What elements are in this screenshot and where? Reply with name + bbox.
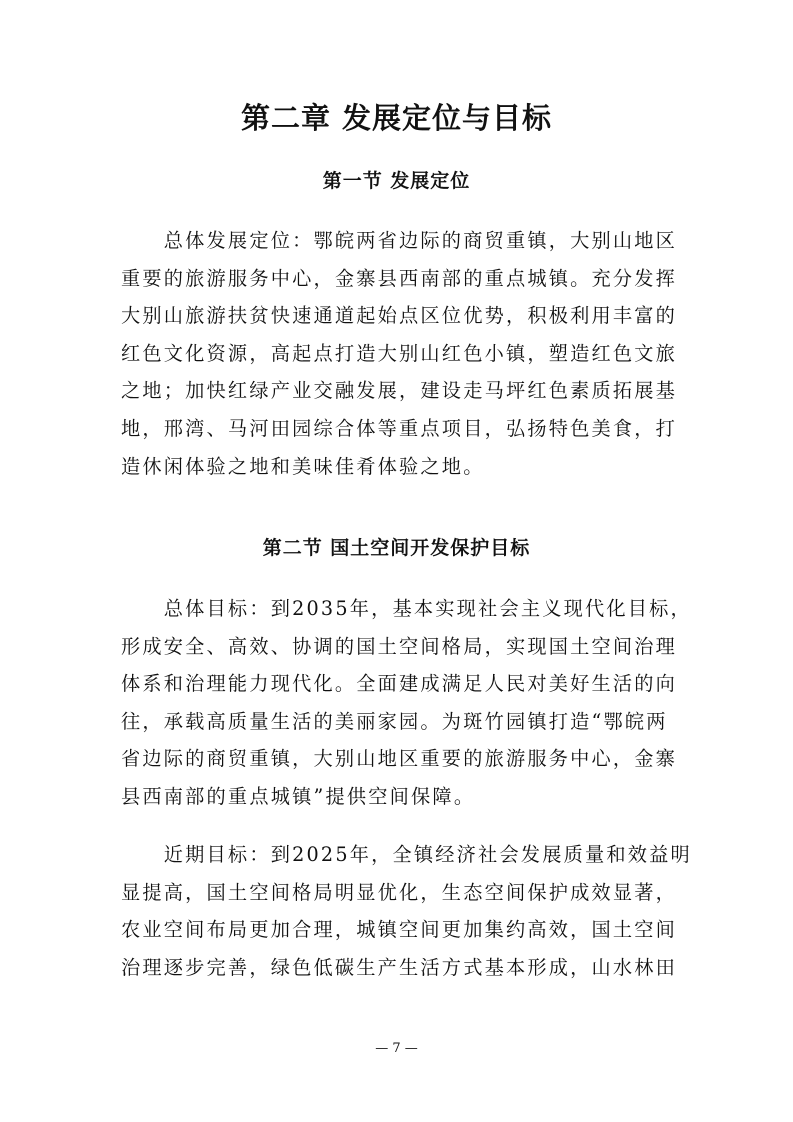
paragraph-line: 总体目标：到2035年，基本实现社会主义现代化目标， bbox=[121, 597, 692, 620]
paragraph-line: 体系和治理能力现代化。全面建成满足人民对美好生活的向 bbox=[121, 672, 678, 696]
paragraph-line: 近期目标：到2025年，全镇经济社会发展质量和效益明 bbox=[121, 843, 692, 866]
paragraph-line: 往，承载高质量生活的美丽家园。为斑竹园镇打造“鄂皖两 bbox=[121, 709, 668, 733]
paragraph-line: 农业空间布局更加合理，城镇空间更加集约高效，国土空间 bbox=[121, 918, 678, 942]
paragraph-line: 地，邢湾、马河田园综合体等重点项目，弘扬特色美食，打 bbox=[121, 416, 678, 440]
paragraph-line: 形成安全、高效、协调的国土空间格局，实现国土空间治理 bbox=[121, 634, 678, 658]
section-title-positioning: 第一节 发展定位 bbox=[322, 170, 471, 192]
paragraph-line: 总体发展定位：鄂皖两省边际的商贸重镇，大别山地区 bbox=[121, 229, 678, 252]
paragraph-line: 红色文化资源，高起点打造大别山红色小镇，塑造红色文旅 bbox=[121, 341, 678, 365]
paragraph-line: 大别山旅游扶贫快速通道起始点区位优势，积极利用丰富的 bbox=[121, 304, 678, 328]
paragraph-near-term-goal bbox=[121, 836, 692, 986]
paragraph-line: 重要的旅游服务中心，金寨县西南部的重点城镇。充分发挥 bbox=[121, 266, 678, 290]
paragraph-line: 显提高，国土空间格局明显优化，生态空间保护成效显著， bbox=[121, 880, 678, 904]
paragraph-overall-goal bbox=[121, 590, 692, 816]
paragraph-line: 省边际的商贸重镇，大别山地区重要的旅游服务中心，金寨 bbox=[121, 747, 678, 771]
chapter-title: 第二章 发展定位与目标 bbox=[240, 101, 553, 135]
paragraph-overall-positioning bbox=[121, 222, 681, 485]
paragraph-line: 县西南部的重点城镇”提供空间保障。 bbox=[121, 784, 476, 808]
paragraph-line: 治理逐步完善，绿色低碳生产生活方式基本形成，山水林田 bbox=[121, 955, 678, 979]
paragraph-line: 造休闲体验之地和美味佳肴体验之地。 bbox=[121, 454, 485, 478]
paragraph-line: 之地；加快红绿产业交融发展，建设走马坪红色素质拓展基 bbox=[121, 379, 678, 403]
section-title-goals: 第二节 国土空间开发保护目标 bbox=[262, 537, 531, 559]
page-number: — 7 — bbox=[375, 1041, 418, 1056]
